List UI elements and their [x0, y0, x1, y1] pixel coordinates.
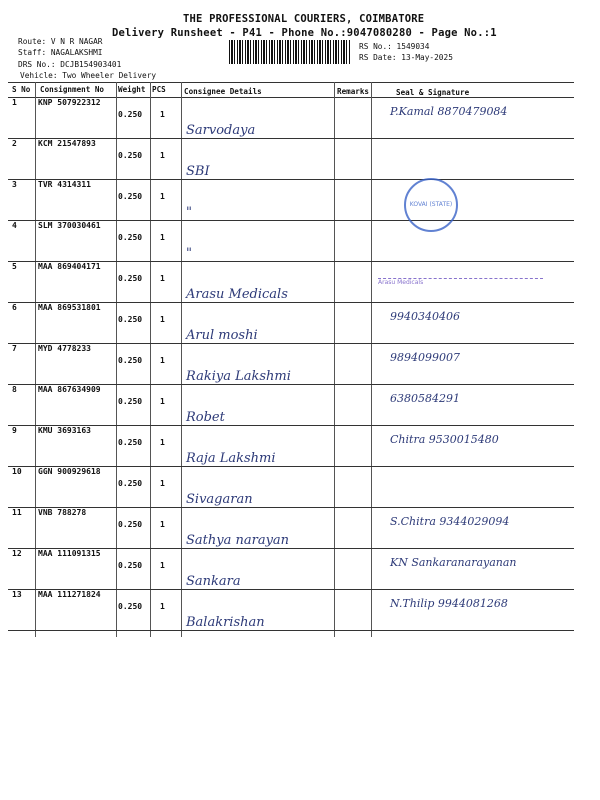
row-sno: 3	[12, 180, 17, 189]
vehicle-label: Vehicle: Two Wheeler Delivery	[20, 71, 157, 80]
row-signature-handwritten: Chitra 9530015480	[390, 433, 499, 446]
row-divider	[8, 425, 574, 426]
row-consignee-handwritten: Arul moshi	[186, 328, 258, 343]
round-seal-stamp: KOVAI (STATE)	[404, 178, 458, 232]
row-consignment-no: MYD 4778233	[38, 344, 91, 353]
row-consignment-no: MAA 869531801	[38, 303, 101, 312]
row-consignment-no: MAA 867634909	[38, 385, 101, 394]
row-consignee-handwritten: "	[186, 246, 192, 261]
row-sno: 4	[12, 221, 17, 230]
row-consignee-handwritten: "	[186, 205, 192, 220]
row-consignee-handwritten: Sivagaran	[186, 492, 253, 507]
row-divider	[8, 630, 574, 631]
col-header-pcs: PCS	[152, 85, 166, 94]
row-weight: 0.250	[118, 151, 143, 160]
row-consignment-no: KMU 3693163	[38, 426, 91, 435]
col-header-remarks: Remarks	[337, 87, 370, 96]
row-sno: 5	[12, 262, 17, 271]
rs-number: RS No.: 1549034	[359, 42, 430, 51]
company-title: THE PROFESSIONAL COURIERS, COIMBATORE	[183, 13, 425, 25]
col-header-weight: Weight	[118, 85, 146, 94]
row-pcs: 1	[160, 397, 165, 406]
row-consignee-handwritten: Balakrishan	[186, 615, 265, 630]
route-label: Route: V N R NAGAR	[18, 37, 103, 46]
row-sno: 11	[12, 508, 22, 517]
row-signature-handwritten: 9894099007	[390, 351, 460, 364]
row-sno: 12	[12, 549, 22, 558]
row-pcs: 1	[160, 315, 165, 324]
row-consignment-no: MAA 111271824	[38, 590, 101, 599]
row-pcs: 1	[160, 520, 165, 529]
row-signature-handwritten: S.Chitra 9344029094	[390, 515, 510, 528]
row-pcs: 1	[160, 602, 165, 611]
row-weight: 0.250	[118, 233, 143, 242]
row-pcs: 1	[160, 479, 165, 488]
row-weight: 0.250	[118, 561, 143, 570]
row-consignee-handwritten: SBI	[186, 164, 210, 179]
row-weight: 0.250	[118, 315, 143, 324]
col-header-consignee: Consignee Details	[184, 87, 262, 96]
row-weight: 0.250	[118, 192, 143, 201]
rectangular-seal-stamp: Arasu Medicals	[378, 278, 543, 305]
row-sno: 13	[12, 590, 22, 599]
col-header-sno: S No	[12, 85, 31, 94]
col-header-consignment: Consignment No	[40, 85, 105, 94]
drs-label: DRS No.: DCJB154903401	[18, 60, 122, 69]
row-consignee-handwritten: Sathya narayan	[186, 533, 290, 548]
row-consignment-no: SLM 370030461	[38, 221, 101, 230]
rs-date: RS Date: 13-May-2025	[359, 53, 453, 62]
runsheet-subtitle: Delivery Runsheet - P41 - Phone No.:9047080280 - Page No.:1	[112, 27, 497, 39]
row-sno: 7	[12, 344, 17, 353]
row-pcs: 1	[160, 438, 165, 447]
row-consignment-no: MAA 111091315	[38, 549, 101, 558]
row-weight: 0.250	[118, 479, 143, 488]
row-signature-handwritten: 9940340406	[390, 310, 460, 323]
row-pcs: 1	[160, 274, 165, 283]
row-signature-handwritten: 6380584291	[390, 392, 460, 405]
row-sno: 2	[12, 139, 17, 148]
row-consignee-handwritten: Raja Lakshmi	[186, 451, 276, 466]
row-signature-handwritten: N.Thilip 9944081268	[390, 597, 508, 610]
row-signature-handwritten: KN Sankaranarayanan	[390, 556, 517, 569]
row-weight: 0.250	[118, 520, 143, 529]
row-consignment-no: KNP 507922312	[38, 98, 101, 107]
row-sno: 1	[12, 98, 17, 107]
row-weight: 0.250	[118, 438, 143, 447]
row-sno: 10	[12, 467, 22, 476]
row-consignment-no: GGN 900929618	[38, 467, 101, 476]
row-sno: 8	[12, 385, 17, 394]
row-consignment-no: TVR 4314311	[38, 180, 91, 189]
row-divider	[8, 343, 574, 344]
row-pcs: 1	[160, 561, 165, 570]
row-consignee-handwritten: Sarvodaya	[186, 123, 256, 138]
row-consignee-handwritten: Sankara	[186, 574, 241, 589]
row-pcs: 1	[160, 110, 165, 119]
row-consignee-handwritten: Arasu Medicals	[186, 287, 288, 302]
row-divider	[8, 507, 574, 508]
row-pcs: 1	[160, 356, 165, 365]
row-consignment-no: KCM 21547893	[38, 139, 96, 148]
row-weight: 0.250	[118, 110, 143, 119]
row-pcs: 1	[160, 151, 165, 160]
staff-label: Staff: NAGALAKSHMI	[18, 48, 103, 57]
row-sno: 6	[12, 303, 17, 312]
row-consignment-no: MAA 869404171	[38, 262, 101, 271]
row-signature-handwritten: P.Kamal 8870479084	[390, 105, 508, 118]
row-weight: 0.250	[118, 356, 143, 365]
row-weight: 0.250	[118, 274, 143, 283]
row-consignee-handwritten: Robet	[186, 410, 225, 425]
row-weight: 0.250	[118, 602, 143, 611]
row-weight: 0.250	[118, 397, 143, 406]
col-header-seal-signature: Seal & Signature	[396, 88, 470, 97]
row-consignment-no: VNB 788278	[38, 508, 87, 517]
row-pcs: 1	[160, 233, 165, 242]
row-consignee-handwritten: Rakiya Lakshmi	[186, 369, 291, 384]
barcode-image	[229, 40, 351, 64]
row-divider	[8, 179, 574, 180]
row-sno: 9	[12, 426, 17, 435]
row-pcs: 1	[160, 192, 165, 201]
